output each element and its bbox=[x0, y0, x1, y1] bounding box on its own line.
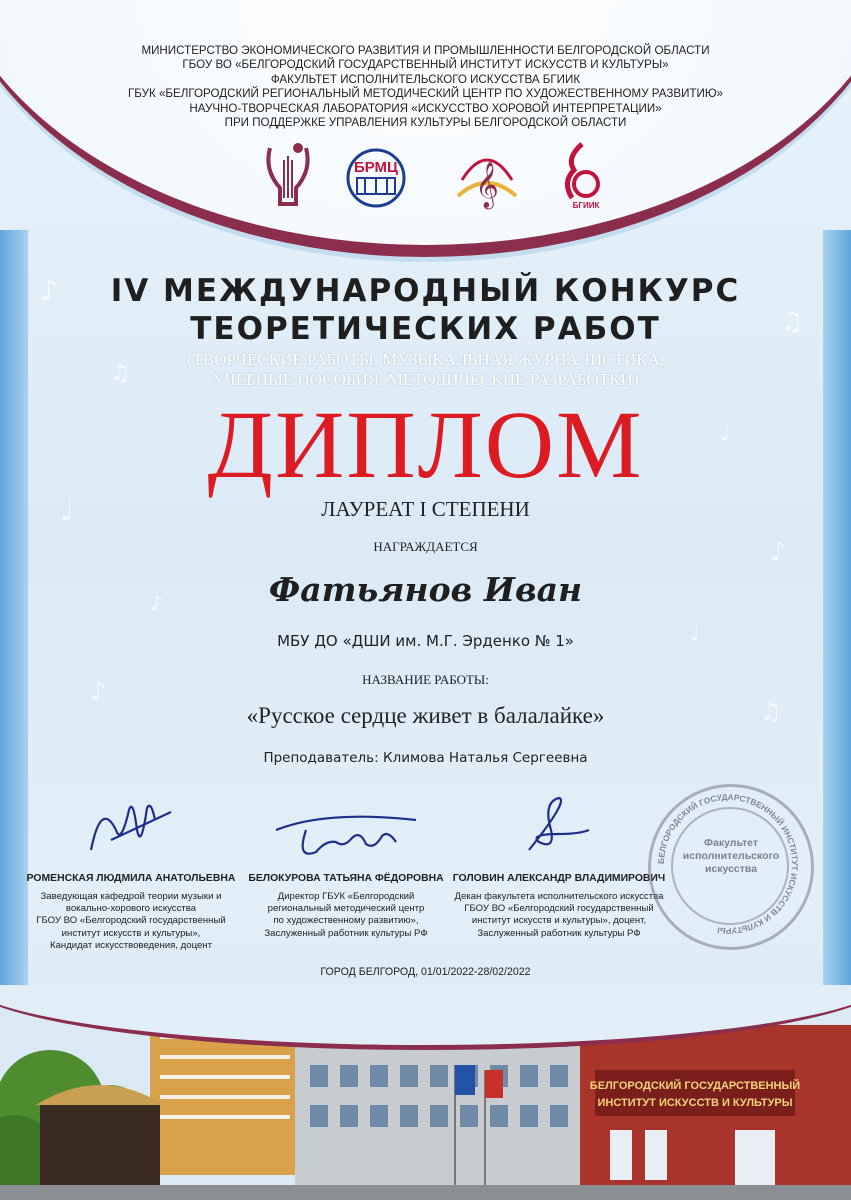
treble-clef-logo-icon bbox=[452, 140, 522, 212]
recipient-school: МБУ ДО «ДШИ им. М.Г. Эрденко № 1» bbox=[277, 632, 574, 650]
signatory-desc-line: институт искусств и культуры», доцент, bbox=[471, 915, 647, 927]
logos-row bbox=[0, 140, 851, 220]
contest-subtitle-line: УЧЕБНЫЕ ПОСОБИЯ, МЕТОДИЧЕСКИЕ РАЗРАБОТКИ) bbox=[212, 370, 639, 389]
recipient-name: Фатьянов Иван bbox=[268, 570, 583, 609]
signature-3-icon bbox=[499, 790, 619, 868]
signatory-desc-line: институт искусств и культуры», bbox=[61, 927, 201, 939]
faculty-stamp bbox=[648, 784, 814, 950]
signature-1-icon bbox=[71, 790, 191, 868]
signatory-desc-line: региональный методический центр bbox=[267, 903, 425, 915]
building-sign-line: ИНСТИТУТ ИСКУССТВ И КУЛЬТУРЫ bbox=[597, 1097, 793, 1109]
header-line: ГБУК «БЕЛГОРОДСКИЙ РЕГИОНАЛЬНЫЙ МЕТОДИЧЕСКИЙ ЦЕНТР ПО ХУДОЖЕСТВЕННОМУ РАЗВИТИЮ» bbox=[127, 87, 723, 101]
svg-text:♩: ♩ bbox=[720, 421, 731, 446]
stamp-text bbox=[651, 837, 811, 876]
svg-text:♩: ♩ bbox=[690, 621, 700, 645]
svg-text:𝄞: 𝄞 bbox=[475, 162, 499, 208]
contest-subtitle-line: (ТВОРЧЕСКИЕ РАБОТЫ, МУЗЫКАЛЬНАЯ ЖУРНАЛИСТИКА, bbox=[186, 350, 665, 369]
work-title-label: НАЗВАНИЕ РАБОТЫ: bbox=[362, 672, 489, 687]
teacher-name: Преподаватель: Климова Наталья Сергеевна bbox=[263, 750, 588, 766]
header-line: МИНИСТЕРСТВО ЭКОНОМИЧЕСКОГО РАЗВИТИЯ И ПРОМЫШЛЕННОСТИ БЕЛГОРОДСКОЙ ОБЛАСТИ bbox=[141, 44, 710, 57]
signatory-desc-line: Заслуженный работник культуры РФ bbox=[477, 927, 641, 939]
svg-text:♪: ♪ bbox=[40, 274, 58, 307]
contest-title-line: ТЕОРЕТИЧЕСКИХ РАБОТ bbox=[190, 311, 661, 347]
signature-2-icon bbox=[266, 790, 426, 868]
signatory-1 bbox=[6, 790, 256, 952]
signatory-name: ГОЛОВИН АЛЕКСАНДР ВЛАДИМИРОВИЧ bbox=[452, 873, 666, 884]
signatory-desc-line: Заслуженный работник культуры РФ bbox=[264, 927, 428, 939]
stamp-line: Факультет bbox=[704, 837, 758, 849]
svg-text:♫: ♫ bbox=[760, 698, 782, 726]
building-sign-line: БЕЛГОРОДСКИЙ ГОСУДАРСТВЕННЫЙ bbox=[589, 1080, 801, 1092]
svg-text:♪: ♪ bbox=[90, 677, 107, 707]
svg-text:♩: ♩ bbox=[60, 493, 75, 528]
contest-title-line: IV МЕЖДУНАРОДНЫЙ КОНКУРС bbox=[110, 273, 741, 309]
contest-subtitle bbox=[0, 350, 851, 390]
header-line: ПРИ ПОДДЕРЖКЕ УПРАВЛЕНИЯ КУЛЬТУРЫ БЕЛГОРОДСКОЙ ОБЛАСТИ bbox=[224, 116, 627, 130]
signatory-name: РОМЕНСКАЯ ЛЮДМИЛА АНАТОЛЬЕВНА bbox=[26, 873, 236, 884]
building-photo bbox=[0, 985, 851, 1200]
bgiik-logo-icon bbox=[552, 140, 612, 212]
svg-text:♫: ♫ bbox=[780, 307, 804, 337]
awarded-label: НАГРАЖДАЕТСЯ bbox=[373, 539, 478, 554]
signatory-desc-line: Директор ГБУК «Белгородский bbox=[277, 891, 415, 902]
svg-text:♫: ♫ bbox=[110, 361, 130, 386]
signatory-desc-line: ГБОУ ВО «Белгородский государственный bbox=[36, 915, 226, 927]
signatory-name: БЕЛОКУРОВА ТАТЬЯНА ФЁДОРОВНА bbox=[248, 873, 444, 884]
header-line: ГБОУ ВО «БЕЛГОРОДСКИЙ ГОСУДАРСТВЕННЫЙ ИНСТИТУТ ИСКУССТВ И КУЛЬТУРЫ» bbox=[182, 58, 669, 72]
signatory-description bbox=[6, 891, 256, 952]
stamp-line: искусства bbox=[704, 863, 758, 875]
organizers-header bbox=[0, 44, 851, 130]
stamp-line: исполнительского bbox=[682, 850, 780, 862]
diploma-heading: ДИПЛОМ bbox=[207, 391, 644, 498]
signatory-desc-line: Декан факультета исполнительского искусства bbox=[454, 891, 664, 902]
work-title: «Русское сердце живет в балалайке» bbox=[246, 703, 605, 728]
signatory-desc-line: Кандидат искусствоведения, доцент bbox=[49, 939, 212, 951]
brmc-logo-text: БРМЦ bbox=[353, 159, 399, 176]
lyre-logo-icon bbox=[258, 140, 318, 212]
signatory-desc-line: ГБОУ ВО «Белгородский государственный bbox=[464, 903, 654, 915]
contest-title bbox=[0, 272, 851, 348]
stamp-ring-text: БЕЛГОРОДСКИЙ ГОСУДАРСТВЕННЫЙ ИНСТИТУТ ИСКУССТВ И КУЛЬТУРЫ bbox=[655, 791, 801, 937]
svg-text:♪: ♪ bbox=[150, 591, 163, 615]
bgiik-logo-text: БГИИК bbox=[572, 201, 600, 210]
signatory-desc-line: по художественному развитию», bbox=[273, 915, 419, 927]
laureate-degree: ЛАУРЕАТ I СТЕПЕНИ bbox=[321, 497, 530, 521]
header-line: ФАКУЛЬТЕТ ИСПОЛНИТЕЛЬСКОГО ИСКУССТВА БГИИК bbox=[270, 72, 581, 86]
header-line: НАУЧНО-ТВОРЧЕСКАЯ ЛАБОРАТОРИЯ «ИСКУССТВО ХОРОВОЙ ИНТЕРПРЕТАЦИИ» bbox=[189, 101, 662, 115]
signatory-desc-line: Заведующая кафедрой теории музыки и bbox=[40, 891, 222, 902]
brmc-logo-icon bbox=[343, 140, 409, 212]
svg-text:♪: ♪ bbox=[770, 537, 787, 567]
signatory-desc-line: вокально-хорового искусства bbox=[65, 903, 197, 915]
city-dates: ГОРОД БЕЛГОРОД, 01/01/2022-28/02/2022 bbox=[320, 966, 531, 978]
